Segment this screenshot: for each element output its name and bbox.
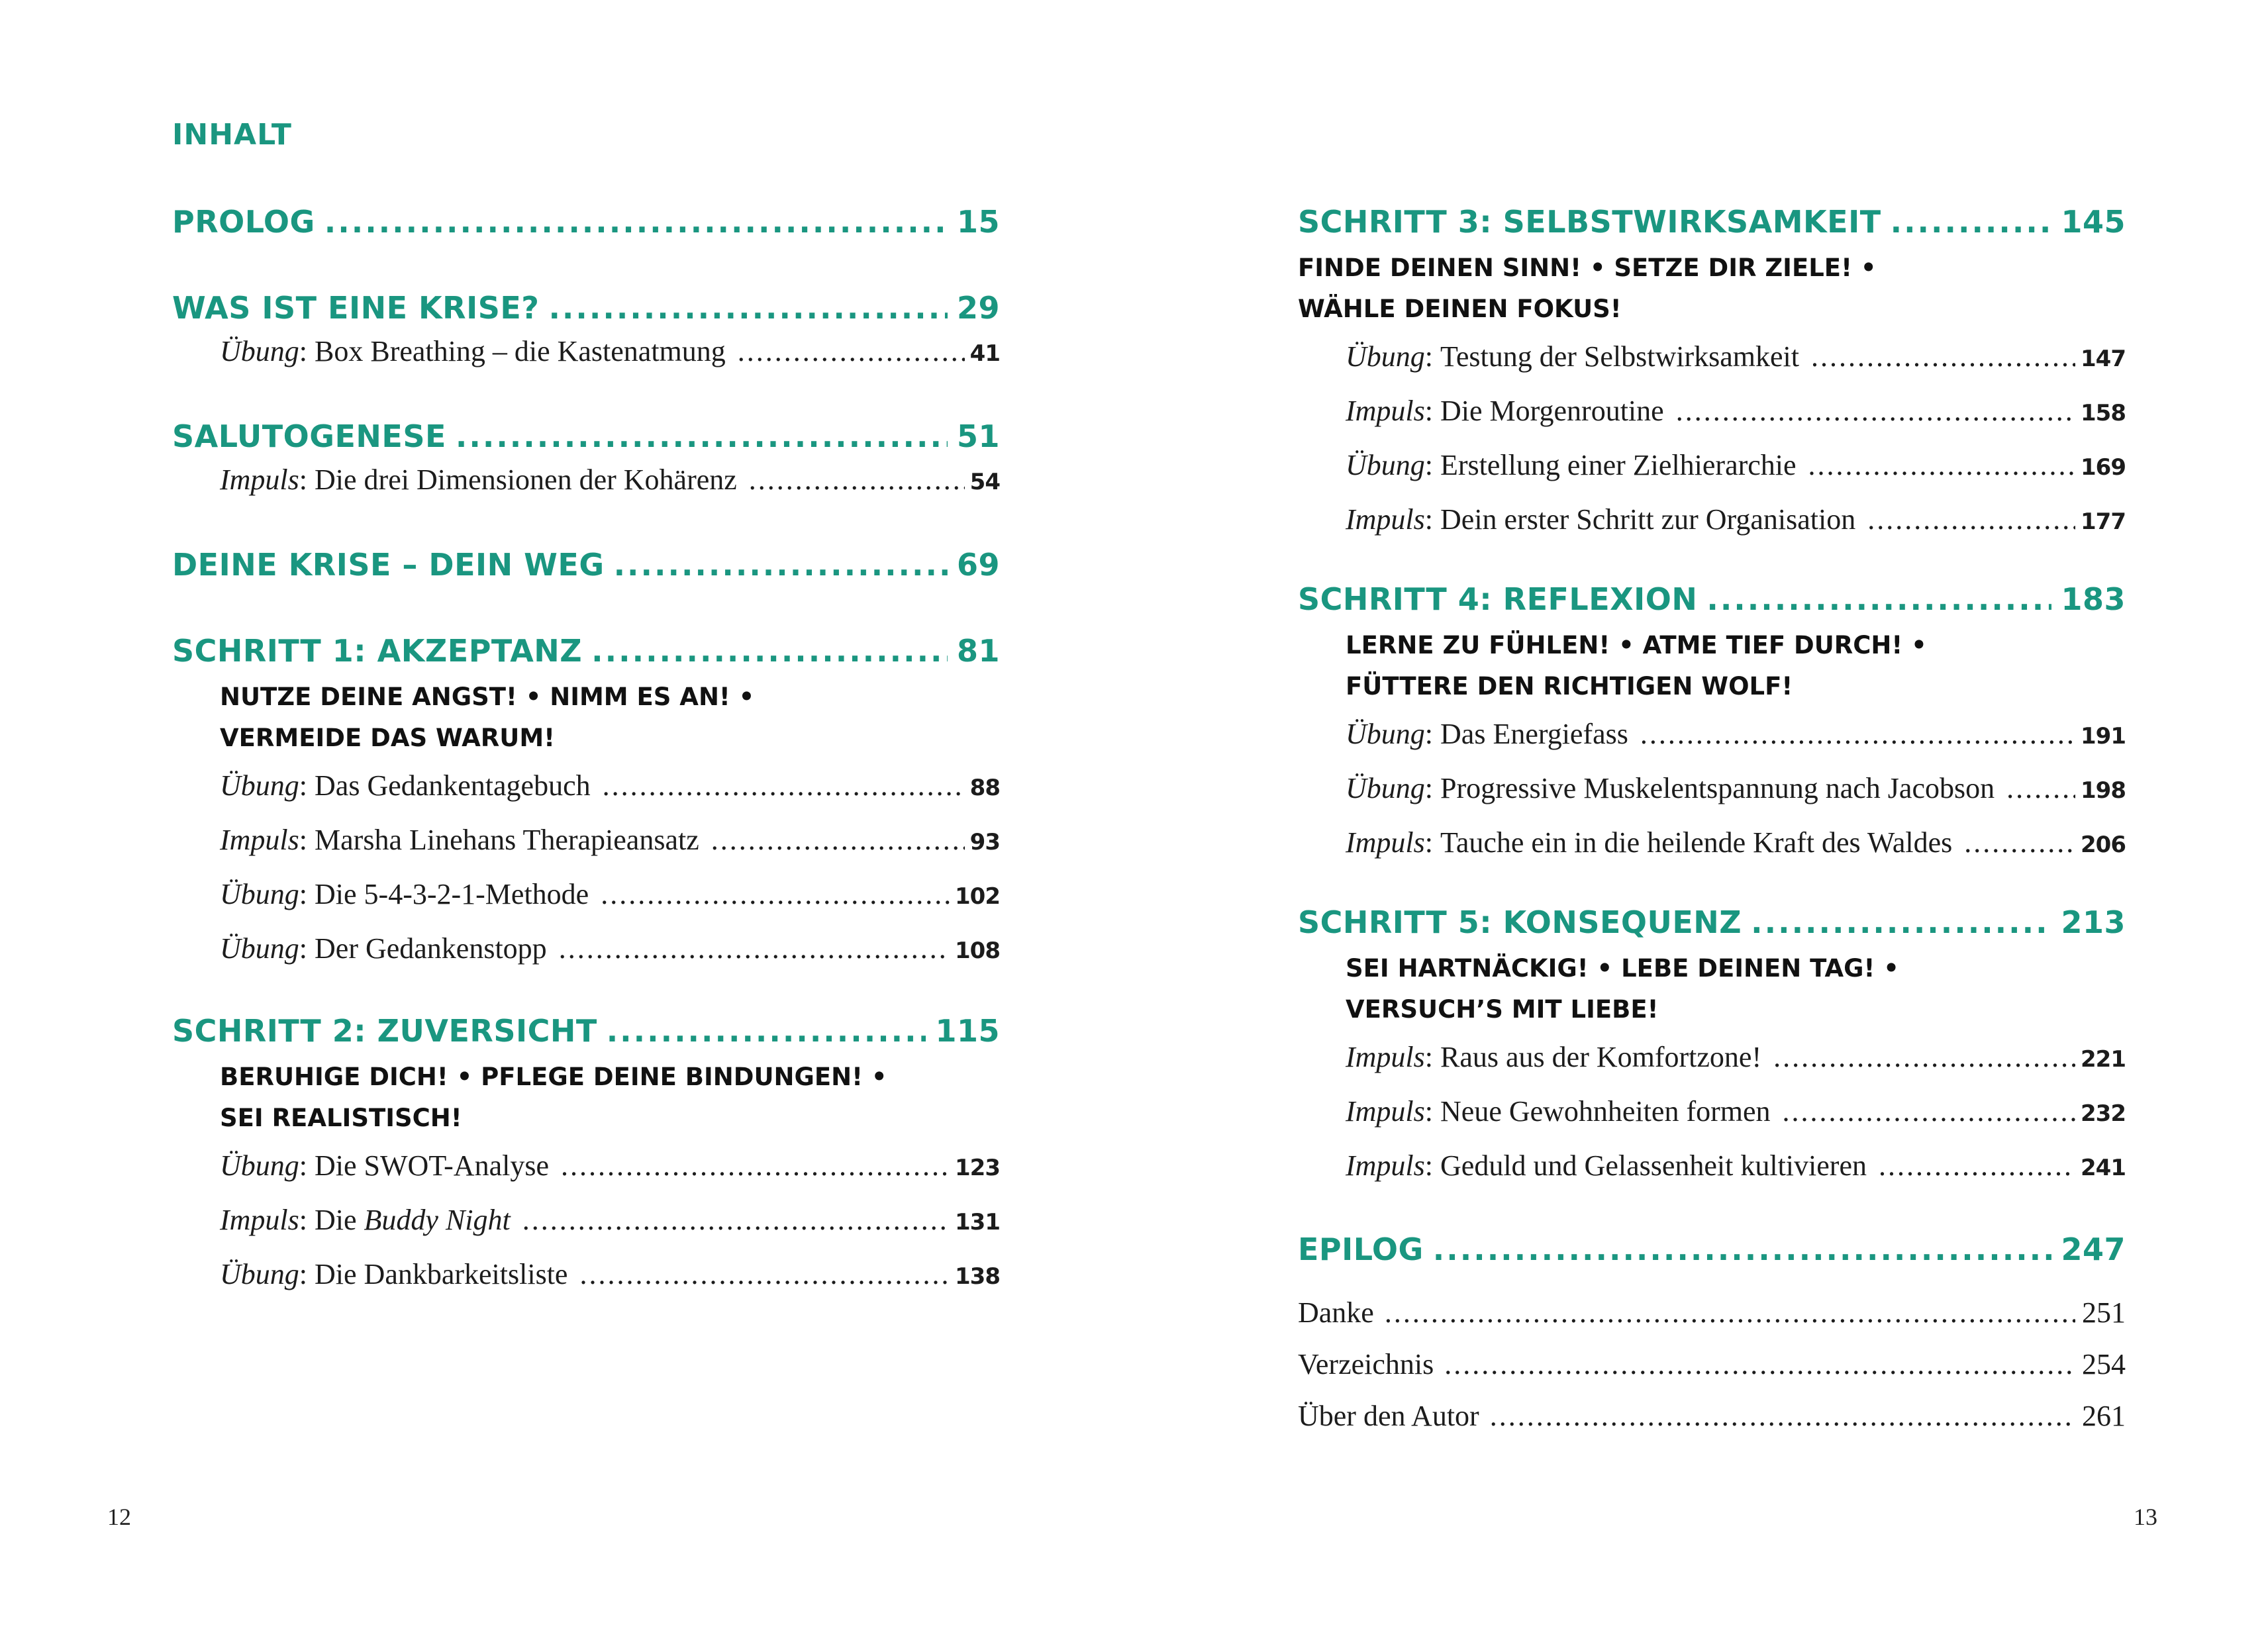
toc-section-schritt-4 bbox=[1298, 573, 2126, 870]
entry-title: Die drei Dimensionen der Kohärenz bbox=[315, 463, 737, 496]
entry-page-number: 177 bbox=[2081, 508, 2126, 535]
section-heading[interactable] bbox=[1298, 1224, 2126, 1275]
entry-page-number: 254 bbox=[2082, 1348, 2126, 1380]
toc-section-salutogenese bbox=[172, 410, 1000, 507]
toc-section-schritt-5 bbox=[1298, 896, 2126, 1193]
section-page-number: 145 bbox=[2061, 204, 2126, 240]
entry-page-number: 241 bbox=[2081, 1155, 2126, 1181]
section-page-number: 247 bbox=[2061, 1232, 2126, 1267]
dot-leader bbox=[324, 196, 948, 248]
toc-entry[interactable]: Impuls : Die drei Dimensionen der Kohärenz ..... 54 bbox=[220, 453, 1000, 507]
entry-type: Übung bbox=[220, 878, 299, 910]
dot-leader bbox=[561, 1139, 950, 1193]
dot-leader bbox=[1773, 1030, 2075, 1085]
dot-leader bbox=[601, 867, 950, 922]
back-matter-entry[interactable] bbox=[1298, 1287, 2126, 1339]
toc-entry[interactable]: Impuls : Geduld und Gelassenheit kultivieren ..... 241 bbox=[1346, 1139, 2126, 1193]
section-page-number: 69 bbox=[956, 547, 1000, 583]
section-subtitle: FÜTTERE DEN RICHTIGEN WOLF! bbox=[1346, 672, 1793, 700]
section-title: PROLOG bbox=[172, 204, 315, 240]
entry-page-number: 102 bbox=[955, 883, 1000, 910]
entry-title: Danke bbox=[1298, 1296, 1374, 1329]
entry-title: Verzeichnis bbox=[1298, 1348, 1434, 1380]
entry-title: Testung der Selbstwirksamkeit bbox=[1440, 340, 1799, 373]
dot-leader bbox=[603, 759, 965, 813]
dot-leader bbox=[1891, 196, 2052, 248]
section-page-number: 213 bbox=[2061, 904, 2126, 940]
toc-section-deine-krise bbox=[172, 539, 1000, 591]
entry-type: Impuls bbox=[220, 463, 299, 496]
section-subtitle: NUTZE DEINE ANGST! • NIMM ES AN! • bbox=[220, 683, 755, 711]
section-subtitle: SEI HARTNÄCKIG! • LEBE DEINEN TAG! • bbox=[1346, 954, 1899, 983]
toc-entry[interactable]: Übung : Erstellung einer Zielhierarchie ..... 169 bbox=[1346, 438, 2126, 493]
toc-entry[interactable]: Übung : Testung der Selbstwirksamkeit ..... 147 bbox=[1346, 330, 2126, 384]
left-toc-column bbox=[172, 196, 1000, 1302]
right-toc-column bbox=[1298, 196, 2126, 1442]
entry-type: Impuls bbox=[220, 824, 299, 856]
entry-page-number: 138 bbox=[955, 1263, 1000, 1290]
toc-entry[interactable]: Übung : Der Gedankenstopp ..... 108 bbox=[220, 922, 1000, 976]
dot-leader bbox=[711, 813, 965, 867]
entry-title-prefix: Die bbox=[315, 1204, 364, 1236]
toc-entry[interactable]: Übung : Progressive Muskelentspannung nach Jacobson ..... 198 bbox=[1346, 761, 2126, 816]
section-heading[interactable] bbox=[172, 539, 1000, 591]
entry-type: Übung bbox=[1346, 340, 1425, 373]
entry-page-number: 41 bbox=[969, 340, 1000, 367]
toc-entry[interactable]: Impuls : Marsha Linehans Therapieansatz ..... 93 bbox=[220, 813, 1000, 867]
dot-leader bbox=[591, 625, 948, 677]
section-subtitle: FINDE DEINEN SINN! • SETZE DIR ZIELE! • bbox=[1298, 254, 1877, 282]
entry-page-number: 198 bbox=[2081, 777, 2126, 804]
section-subtitle: SEI REALISTISCH! bbox=[220, 1104, 462, 1132]
toc-section-krise bbox=[172, 282, 1000, 379]
section-page-number: 51 bbox=[956, 418, 1000, 454]
entry-title: Marsha Linehans Therapieansatz bbox=[315, 824, 699, 856]
dot-leader bbox=[1706, 573, 2051, 625]
section-heading[interactable] bbox=[172, 625, 1000, 677]
section-title: SCHRITT 5: KONSEQUENZ bbox=[1298, 904, 1742, 940]
entry-page-number: 251 bbox=[2082, 1296, 2126, 1329]
toc-entry[interactable]: Impuls : Die Morgenroutine ..... 158 bbox=[1346, 384, 2126, 438]
dot-leader bbox=[1808, 438, 2075, 493]
dot-leader bbox=[614, 539, 948, 591]
dot-leader bbox=[1444, 1339, 2075, 1390]
back-matter-entry[interactable] bbox=[1298, 1390, 2126, 1442]
entry-title: Erstellung einer Zielhierarchie bbox=[1440, 449, 1797, 481]
dot-leader bbox=[1385, 1287, 2075, 1339]
toc-entry[interactable]: Impuls : Raus aus der Komfortzone! ..... 221 bbox=[1346, 1030, 2126, 1085]
section-page-number: 183 bbox=[2061, 581, 2126, 617]
section-page-number: 115 bbox=[935, 1013, 1000, 1049]
entry-page-number: 131 bbox=[955, 1209, 1000, 1235]
dot-leader bbox=[1867, 493, 2075, 547]
toc-entry[interactable]: Übung : Das Energiefass ..... 191 bbox=[1346, 707, 2126, 761]
dot-leader bbox=[1879, 1139, 2075, 1193]
dot-leader bbox=[579, 1247, 950, 1302]
entry-title-italic: Buddy Night bbox=[364, 1204, 511, 1236]
entry-page-number: 158 bbox=[2081, 400, 2126, 426]
entry-page-number: 54 bbox=[969, 469, 1000, 495]
section-title: DEINE KRISE – DEIN WEG bbox=[172, 547, 605, 583]
section-heading[interactable] bbox=[1298, 573, 2126, 625]
entry-page-number: 232 bbox=[2081, 1100, 2126, 1127]
entry-type: Übung bbox=[220, 932, 299, 965]
entry-title: Die SWOT-Analyse bbox=[315, 1149, 549, 1182]
entry-type: Übung bbox=[220, 1149, 299, 1182]
toc-section-prolog bbox=[172, 196, 1000, 248]
toc-entry[interactable]: Impuls : Die Buddy Night ..... 131 bbox=[220, 1193, 1000, 1247]
entry-page-number: 108 bbox=[955, 938, 1000, 964]
dot-leader bbox=[1751, 896, 2051, 948]
toc-entry[interactable]: Übung : Die Dankbarkeitsliste ..... 138 bbox=[220, 1247, 1000, 1302]
entry-type: Übung bbox=[220, 769, 299, 802]
back-matter-entry[interactable] bbox=[1298, 1339, 2126, 1390]
section-heading[interactable] bbox=[172, 1005, 1000, 1057]
entry-page-number: 261 bbox=[2082, 1400, 2126, 1432]
entry-page-number: 191 bbox=[2081, 723, 2126, 749]
section-title: SCHRITT 2: ZUVERSICHT bbox=[172, 1013, 597, 1049]
entry-title: Progressive Muskelentspannung nach Jacobson bbox=[1440, 772, 1995, 804]
toc-entry[interactable]: Impuls : Neue Gewohnheiten formen ..... 232 bbox=[1346, 1085, 2126, 1139]
entry-type: Impuls bbox=[1346, 503, 1425, 536]
dot-leader bbox=[1640, 707, 2075, 761]
dot-leader bbox=[559, 922, 950, 976]
entry-type: Übung bbox=[1346, 449, 1425, 481]
dot-leader bbox=[522, 1193, 950, 1247]
entry-page-number: 93 bbox=[969, 829, 1000, 855]
section-page-number: 15 bbox=[956, 204, 1000, 240]
entry-title: Geduld und Gelassenheit kultivieren bbox=[1440, 1149, 1867, 1182]
section-heading[interactable] bbox=[172, 196, 1000, 248]
toc-section-epilog bbox=[1298, 1224, 2126, 1275]
entry-title: Tauche ein in die heilende Kraft des Waldes bbox=[1440, 826, 1953, 859]
entry-title: Die Morgenroutine bbox=[1440, 395, 1664, 427]
toc-entry[interactable]: Übung : Das Gedankentagebuch ..... 88 bbox=[220, 759, 1000, 813]
toc-entry[interactable]: Impuls : Tauche ein in die heilende Kraft des Waldes ..... 206 bbox=[1346, 816, 2126, 870]
toc-entry[interactable]: Übung : Die 5-4-3-2-1-Methode ..... 102 bbox=[220, 867, 1000, 922]
section-title: SCHRITT 4: REFLEXION bbox=[1298, 581, 1698, 617]
entry-type: Impuls bbox=[1346, 1041, 1425, 1073]
toc-section-schritt-2 bbox=[172, 1005, 1000, 1302]
dot-leader bbox=[1964, 816, 2075, 870]
entry-title: Die Dankbarkeitsliste bbox=[315, 1258, 568, 1290]
toc-section-schritt-3 bbox=[1298, 196, 2126, 547]
entry-title: Raus aus der Komfortzone! bbox=[1440, 1041, 1762, 1073]
section-title: EPILOG bbox=[1298, 1232, 1424, 1267]
dot-leader bbox=[607, 1005, 926, 1057]
entry-title: Die 5-4-3-2-1-Methode bbox=[315, 878, 589, 910]
section-title: SCHRITT 1: AKZEPTANZ bbox=[172, 633, 583, 669]
right-page bbox=[1134, 0, 2268, 1642]
entry-page-number: 147 bbox=[2081, 346, 2126, 372]
toc-entry[interactable]: Übung : Die SWOT-Analyse ..... 123 bbox=[220, 1139, 1000, 1193]
entry-page-number: 123 bbox=[955, 1155, 1000, 1181]
dot-leader bbox=[1490, 1390, 2075, 1442]
page-number-left: 12 bbox=[107, 1504, 131, 1530]
entry-page-number: 221 bbox=[2081, 1046, 2126, 1073]
entry-type: Impuls bbox=[1346, 395, 1425, 427]
entry-title bbox=[315, 1193, 511, 1247]
section-subtitle: VERSUCH’S MIT LIEBE! bbox=[1346, 995, 1659, 1024]
entry-page-number: 169 bbox=[2081, 454, 2126, 481]
dot-leader bbox=[1676, 384, 2075, 438]
page-number-right: 13 bbox=[2134, 1504, 2157, 1530]
entry-type: Übung bbox=[1346, 718, 1425, 750]
entry-type: Impuls bbox=[1346, 1149, 1425, 1182]
entry-type: Übung bbox=[220, 335, 299, 367]
entry-type: Übung bbox=[1346, 772, 1425, 804]
entry-type: Übung bbox=[220, 1258, 299, 1290]
toc-section-schritt-1 bbox=[172, 625, 1000, 976]
entry-type: Impuls bbox=[1346, 1095, 1425, 1128]
dot-leader bbox=[1783, 1085, 2076, 1139]
section-subtitle: LERNE ZU FÜHLEN! • ATME TIEF DURCH! • bbox=[1346, 631, 1927, 659]
entry-title: Das Gedankentagebuch bbox=[315, 769, 591, 802]
dot-leader bbox=[1433, 1224, 2052, 1275]
section-page-number: 81 bbox=[956, 633, 1000, 669]
section-title: SCHRITT 3: SELBSTWIRKSAMKEIT bbox=[1298, 204, 1881, 240]
dot-leader bbox=[2006, 761, 2075, 816]
entry-title: Der Gedankenstopp bbox=[315, 932, 547, 965]
section-subtitle: WÄHLE DEINEN FOKUS! bbox=[1298, 295, 1622, 323]
toc-entry[interactable]: Übung : Box Breathing – die Kastenatmung ..... 41 bbox=[220, 324, 1000, 379]
section-title: WAS IST EINE KRISE? bbox=[172, 290, 540, 326]
dot-leader bbox=[1811, 330, 2075, 384]
dot-leader bbox=[749, 453, 965, 507]
section-heading[interactable] bbox=[1298, 896, 2126, 948]
section-heading[interactable] bbox=[1298, 196, 2126, 248]
entry-type: Impuls bbox=[220, 1204, 299, 1236]
entry-title: Das Energiefass bbox=[1440, 718, 1628, 750]
section-subtitle: VERMEIDE DAS WARUM! bbox=[220, 724, 556, 752]
entry-title: Box Breathing – die Kastenatmung bbox=[315, 335, 726, 367]
entry-title: Neue Gewohnheiten formen bbox=[1440, 1095, 1771, 1128]
entry-title: Über den Autor bbox=[1298, 1400, 1479, 1432]
entry-title: Dein erster Schritt zur Organisation bbox=[1440, 503, 1856, 536]
section-title: SALUTOGENESE bbox=[172, 418, 446, 454]
entry-page-number: 88 bbox=[969, 775, 1000, 801]
entry-type: Impuls bbox=[1346, 826, 1425, 859]
toc-heading: INHALT bbox=[172, 118, 292, 152]
dot-leader bbox=[738, 324, 965, 379]
section-page-number: 29 bbox=[956, 290, 1000, 326]
toc-entry[interactable]: Impuls : Dein erster Schritt zur Organisation ..... 177 bbox=[1346, 493, 2126, 547]
entry-page-number: 206 bbox=[2081, 832, 2126, 858]
section-subtitle: BERUHIGE DICH! • PFLEGE DEINE BINDUNGEN! • bbox=[220, 1063, 887, 1091]
